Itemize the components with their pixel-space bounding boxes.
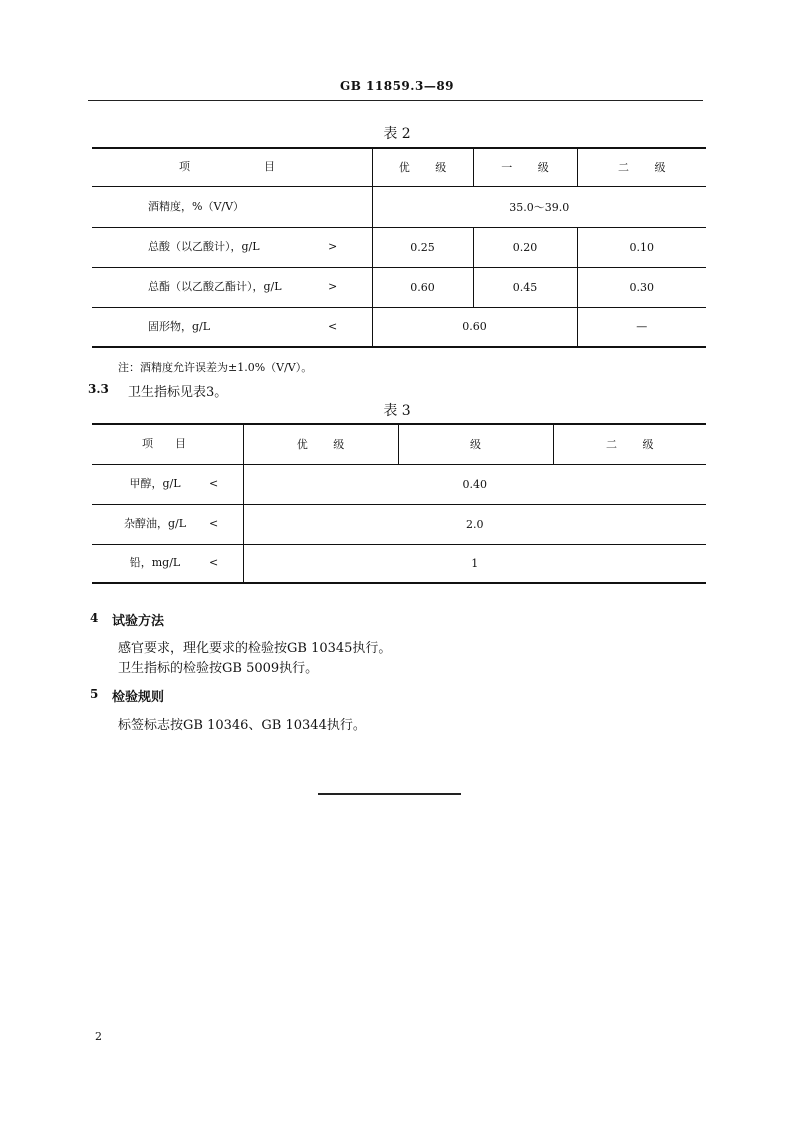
table-3-header-item	[92, 424, 243, 464]
row-operator: >	[328, 280, 338, 293]
section-4-number: 4	[90, 611, 99, 625]
row-label: 酒精度，%（V/V）	[148, 199, 245, 213]
value-superior: 0.60	[372, 267, 473, 307]
header-item-char-a: 项	[142, 437, 153, 451]
value-second: 0.10	[577, 227, 706, 267]
header-item-char-b: 目	[175, 437, 186, 451]
section-3-3-text: 卫生指标见表3。	[128, 385, 228, 400]
section-5-line-1: 标签标志按GB 10346、GB 10344执行。	[118, 718, 366, 733]
row-label-cell	[92, 307, 372, 347]
section-4-line-2: 卫生指标的检验按GB 5009执行。	[118, 661, 319, 676]
table-2-caption: 表 2	[383, 126, 411, 142]
end-rule	[318, 793, 461, 795]
section-5-number: 5	[90, 687, 99, 701]
table-3-header-grade-second: 二 级	[553, 424, 706, 464]
table-row	[92, 267, 706, 307]
merged-value: 0.60	[372, 307, 577, 347]
row-label: 杂醇油，g/L	[123, 517, 187, 530]
section-4-title: 试验方法	[112, 614, 165, 629]
table-3-header-grade-superior: 优 级	[243, 424, 398, 464]
section-5-title: 检验规则	[112, 690, 165, 705]
row-label-cell	[92, 227, 372, 267]
table-2-header-grade-second: 二 级	[577, 148, 706, 186]
value-first: 0.20	[473, 227, 577, 267]
row-label-cell	[92, 267, 372, 307]
table-row	[92, 227, 706, 267]
table-row	[92, 464, 706, 504]
table-3	[92, 423, 706, 584]
row-label-cell	[92, 504, 243, 544]
merged-value: 35.0～39.0	[372, 186, 706, 227]
value-superior: 0.25	[372, 227, 473, 267]
row-operator: <	[209, 517, 219, 530]
header-item-char-a: 项	[179, 160, 190, 174]
table-row	[92, 307, 706, 347]
row-label-cell	[92, 464, 243, 504]
section-3-3-number: 3.3	[88, 382, 109, 396]
table-2-note: 注：酒精度允许误差为±1.0%（V/V）。	[118, 361, 313, 374]
row-operator: <	[209, 556, 219, 570]
row-label: 固形物，g/L	[148, 319, 211, 333]
table-3-header-grade-first: 级	[398, 424, 553, 464]
merged-value: 1	[243, 544, 706, 583]
row-label: 总酸（以乙酸计），g/L	[148, 240, 260, 253]
row-label: 总酯（以乙酸乙酯计），g/L	[148, 280, 282, 293]
row-operator: >	[328, 240, 338, 253]
value-first: 0.45	[473, 267, 577, 307]
table-3-header-row	[92, 424, 706, 464]
merged-value: 0.40	[243, 464, 706, 504]
row-label-cell	[92, 544, 243, 583]
row-operator: <	[328, 319, 338, 333]
table-2-header-grade-superior: 优 级	[372, 148, 473, 186]
table-3-caption: 表 3	[383, 403, 411, 419]
table-row	[92, 544, 706, 583]
table-2-header-item	[92, 148, 372, 186]
value-second: —	[577, 307, 706, 347]
merged-value: 2.0	[243, 504, 706, 544]
table-row	[92, 504, 706, 544]
header-rule	[88, 100, 703, 101]
value-second: 0.30	[577, 267, 706, 307]
row-label-cell	[92, 186, 372, 227]
page-number: 2	[95, 1030, 102, 1043]
table-2-header-grade-first: 一 级	[473, 148, 577, 186]
table-2	[92, 147, 706, 348]
table-2-header-row	[92, 148, 706, 186]
section-4-line-1: 感官要求，理化要求的检验按GB 10345执行。	[118, 641, 392, 656]
header-item-char-b: 目	[264, 160, 275, 174]
row-label: 甲醇，g/L	[129, 477, 181, 490]
row-label: 铅，mg/L	[129, 556, 181, 570]
row-operator: <	[209, 477, 219, 490]
table-row	[92, 186, 706, 227]
document-code: GB 11859.3—89	[339, 79, 455, 93]
